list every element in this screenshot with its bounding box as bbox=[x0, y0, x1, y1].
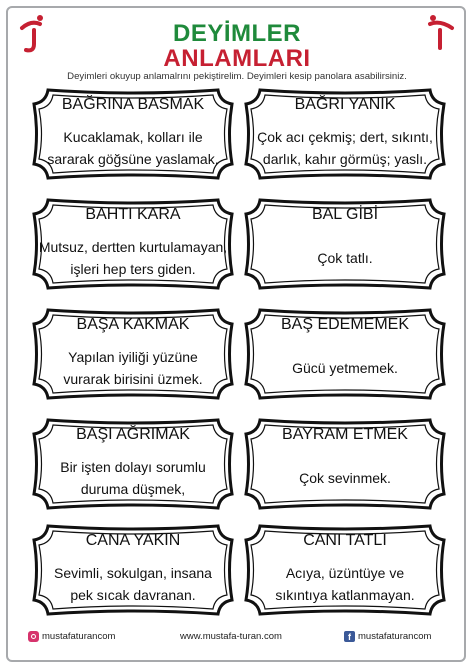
definition-line: Sevimli, sokulgan, insana bbox=[54, 565, 212, 581]
footer-facebook bbox=[344, 631, 431, 642]
idiom-card bbox=[244, 88, 446, 180]
idiom-title: CANI TATLI bbox=[303, 532, 387, 549]
definition-line: Çok tatlı. bbox=[317, 250, 373, 266]
definition-line: vurarak birisini üzmek. bbox=[63, 371, 203, 387]
definition-line: Acıya, üzüntüye ve bbox=[285, 565, 405, 581]
idiom-card bbox=[32, 418, 234, 510]
definition-line: Gücü yetmemek. bbox=[292, 360, 398, 376]
idiom-title: BAĞRINA BASMAK bbox=[61, 96, 205, 113]
idiom-card bbox=[244, 524, 446, 616]
instructions: Deyimleri okuyup anlamalrını pekiştirelim. Deyimleri kesip panolara asabilirsiniz. bbox=[67, 71, 407, 82]
idiom-card bbox=[32, 524, 234, 616]
definition-line: Mutsuz, dertten kurtulamayan, bbox=[38, 239, 228, 255]
definition-line: Kucaklamak, kolları ile bbox=[63, 129, 203, 145]
definition-line: pek sıcak davranan. bbox=[70, 587, 196, 603]
facebook-handle: mustafaturancom bbox=[358, 631, 432, 642]
idiom-definition bbox=[42, 342, 224, 394]
definition-line: sararak göğsüne yaslamak. bbox=[47, 151, 219, 167]
idiom-card bbox=[32, 88, 234, 180]
definition-line: işleri hep ters giden. bbox=[70, 261, 196, 277]
idiom-definition bbox=[42, 122, 224, 174]
idiom-definition bbox=[254, 342, 436, 394]
footer-website bbox=[180, 631, 282, 642]
definition-line: sıkıntıya katlanmayan. bbox=[275, 587, 415, 603]
idiom-card bbox=[244, 418, 446, 510]
footer-instagram bbox=[28, 631, 115, 642]
idiom-definition bbox=[254, 232, 436, 284]
idiom-definition bbox=[38, 232, 228, 284]
idiom-title: BAŞ EDEMEMEK bbox=[280, 316, 410, 333]
page-title-line2: ANLAMLARI bbox=[163, 45, 311, 72]
idiom-title: BAYRAM ETMEK bbox=[282, 426, 408, 443]
definition-line: Çok acı çekmiş; dert, sıkıntı, bbox=[257, 129, 433, 145]
page-title-line1: DEYİMLER bbox=[172, 20, 301, 47]
idiom-title: BAŞA KAKMAK bbox=[76, 316, 190, 333]
definition-line: Bir işten dolayı sorumlu bbox=[60, 459, 206, 475]
idiom-title: BAŞI AĞRIMAK bbox=[76, 426, 190, 443]
idiom-card bbox=[32, 308, 234, 400]
idiom-definition bbox=[254, 558, 436, 610]
idiom-definition bbox=[254, 452, 436, 504]
idiom-card bbox=[244, 308, 446, 400]
idiom-definition bbox=[42, 558, 224, 610]
idiom-title: BAL GİBİ bbox=[311, 206, 379, 223]
idiom-definition bbox=[42, 452, 224, 504]
idiom-card bbox=[244, 198, 446, 290]
idiom-card bbox=[32, 198, 234, 290]
idiom-definition bbox=[254, 122, 436, 174]
definition-line: darlık, kahır görmüş; yaslı. bbox=[262, 151, 428, 167]
definition-line: Çok sevinmek. bbox=[299, 470, 391, 486]
idiom-title: BAĞRI YANIK bbox=[294, 96, 396, 113]
instagram-icon bbox=[28, 631, 39, 642]
definition-line: Yapılan iyiliği yüzüne bbox=[68, 349, 198, 365]
idiom-title: BAHTI KARA bbox=[85, 206, 181, 223]
website-url: www.mustafa-turan.com bbox=[180, 631, 282, 642]
idiom-title: CANA YAKIN bbox=[85, 532, 181, 549]
facebook-icon: f bbox=[344, 631, 355, 642]
definition-line: duruma düşmek, bbox=[80, 481, 186, 497]
instagram-handle: mustafaturancom bbox=[42, 631, 116, 642]
